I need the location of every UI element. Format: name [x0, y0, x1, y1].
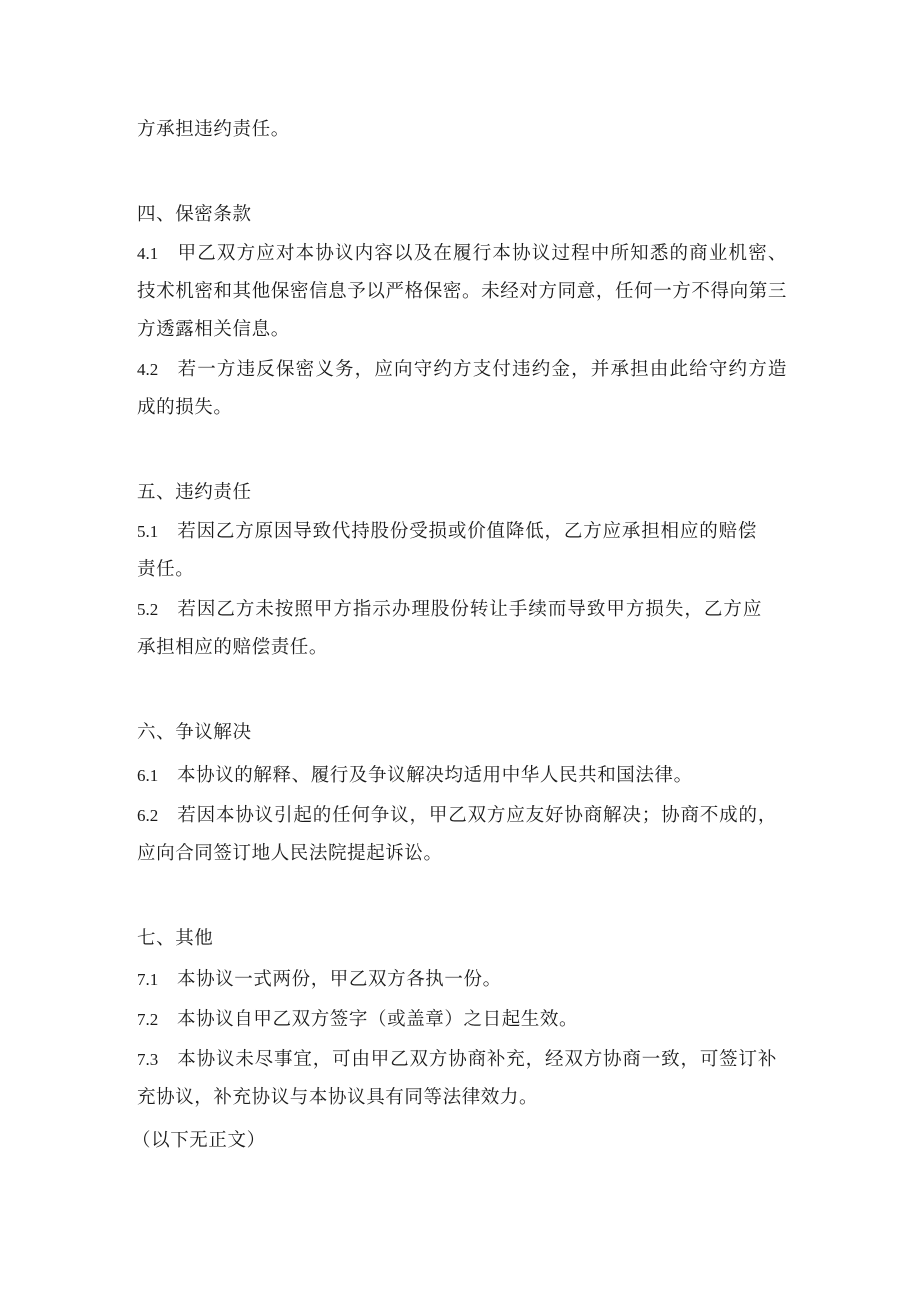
clause-number: 4.1 [137, 244, 159, 263]
clause-number: 5.2 [137, 600, 159, 619]
continuation-text: 方承担违约责任。 [137, 119, 290, 140]
clause-text: 若因乙方未按照甲方指示办理股份转让手续而导致甲方损失，乙方应承担相应的赔偿责任。 [137, 599, 762, 658]
clause-number: 4.2 [137, 360, 159, 379]
clause-text: 本协议一式两份，甲乙双方各执一份。 [177, 969, 502, 990]
clause-text: 本协议自甲乙双方签字（或盖章）之日起生效。 [177, 1009, 579, 1030]
clause-number: 7.1 [137, 970, 159, 989]
section-title-liability: 五、违约责任 [137, 482, 252, 503]
clause-text: 本协议未尽事宜，可由甲乙双方协商补充，经双方协商一致，可签订补充协议，补充协议与本协议具有同等法律效力。 [137, 1049, 777, 1108]
section-title-others: 七、其他 [137, 928, 214, 949]
clause-number: 6.2 [137, 806, 159, 825]
clause-text: 甲乙双方应对本协议内容以及在履行本协议过程中所知悉的商业机密、技术机密和其他保密信息予以严格保密。未经对方同意，任何一方不得向第三方透露相关信息。 [137, 243, 787, 340]
clause-text: 若一方违反保密义务，应向守约方支付违约金，并承担由此给守约方造成的损失。 [137, 359, 787, 418]
clause-number: 5.1 [137, 522, 159, 541]
clause-number: 7.2 [137, 1010, 159, 1029]
clause-7-2 [137, 1001, 787, 1039]
closing-note: （以下无正文） [132, 1130, 266, 1151]
section-title-confidentiality: 四、保密条款 [137, 204, 252, 225]
clause-text: 若因本协议引起的任何争议，甲乙双方应友好协商解决；协商不成的，应向合同签订地人民法院提起诉讼。 [137, 805, 777, 864]
clause-6-2 [137, 797, 777, 873]
clause-7-3 [137, 1041, 777, 1117]
clause-6-1 [137, 757, 787, 795]
clause-text: 若因乙方原因导致代持股份受损或价值降低，乙方应承担相应的赔偿责任。 [137, 521, 757, 580]
section-title-dispute: 六、争议解决 [137, 722, 252, 743]
clause-number: 6.1 [137, 766, 159, 785]
clause-5-2 [137, 591, 762, 667]
clause-5-1 [137, 513, 757, 589]
clause-number: 7.3 [137, 1050, 159, 1069]
clause-text: 本协议的解释、履行及争议解决均适用中华人民共和国法律。 [177, 765, 693, 786]
clause-4-1 [137, 235, 787, 349]
clause-7-1 [137, 961, 787, 999]
clause-4-2 [137, 351, 787, 427]
